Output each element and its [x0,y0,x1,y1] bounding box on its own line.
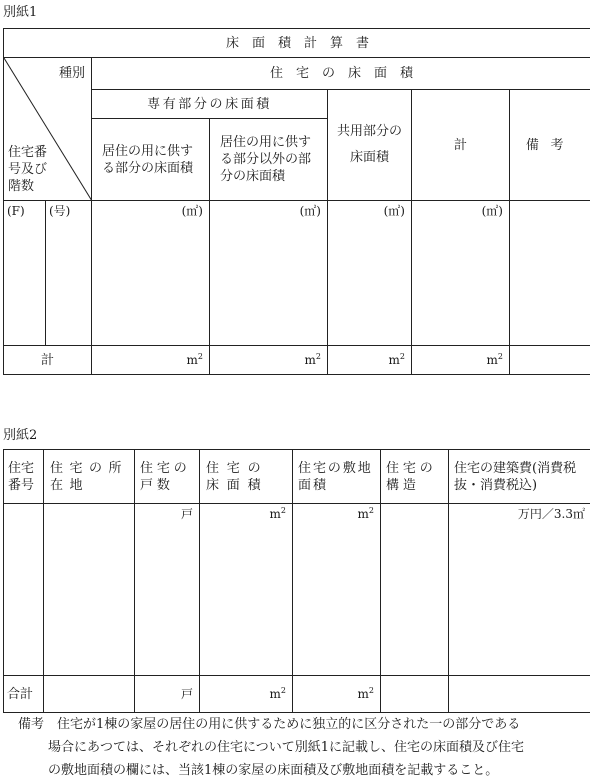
total-remarks-cell [510,346,590,375]
total-cost-cell [449,676,590,713]
total-header: 計 [412,90,510,201]
header-construction-cost: 住宅の建築費(消費税抜・消費税込) [449,450,590,504]
total-site-area-cell: $m^2$ [293,676,381,713]
non-residential-area-unit: (㎡) [210,201,328,346]
construction-cost-cell: 万円／3.3㎡ [449,504,590,676]
sheet1-label: 別紙1 [3,5,37,20]
units-cell: 戸 [135,504,200,676]
structure-cell [381,504,449,676]
residential-area-unit: (㎡) [92,201,210,346]
note-line-2: 場合にあつては、それぞれの住宅について別紙1に記載し、住宅の床面積及び住宅 [18,736,590,759]
site-area-cell: $m^2$ [293,504,381,676]
location-cell [44,504,135,676]
total-area-unit: (㎡) [412,201,510,346]
grand-total-label: 合計 [4,676,44,713]
exclusive-area-header: 専有部分の床面積 [92,90,328,119]
header-floor-area: 住宅の床面積 [200,450,293,504]
remarks-header: 備考 [510,90,590,201]
house-floor-label: 住宅番号及び階数 [8,144,52,195]
total-common-cell: $m^2$ [328,346,412,375]
total-structure-cell [381,676,449,713]
residential-area-header: 居住の用に供する部分の床面積 [92,119,210,201]
remarks-note [18,713,590,782]
common-area-unit: (㎡) [328,201,412,346]
header-site-area: 住宅の敷地面積 [293,450,381,504]
house-number-cell [4,504,44,676]
house-floor-area-header: 住 宅 の 床 面 積 [92,58,590,90]
header-location: 住宅の所在地 [44,450,135,504]
total-units-cell: 戸 [135,676,200,713]
kind-label: 種別 [59,65,85,82]
sheet2-label: 別紙2 [3,428,37,443]
total-location-cell [44,676,135,713]
diagonal-header-cell [4,58,92,201]
header-house-number: 住宅番号 [4,450,44,504]
floor-area-calculation-table [3,28,590,375]
total-row-label: 計 [4,346,92,375]
housing-summary-table [3,449,590,713]
floor-unit: (F) [4,201,46,346]
number-unit: (号) [46,201,92,346]
total-non-residential-cell: $m^2$ [210,346,328,375]
note-line-1: 備考 住宅が1棟の家屋の居住の用に供するために独立的に区分された一の部分である [18,713,590,736]
header-structure: 住宅の構造 [381,450,449,504]
remarks-cell [510,201,590,346]
floor-area-cell: $m^2$ [200,504,293,676]
common-area-header: 共用部分の床面積 [328,90,412,201]
note-line-3: の敷地面積の欄には、当該1棟の家屋の床面積及び敷地面積を記載すること。 [18,759,590,782]
total-residential-cell: $m^2$ [92,346,210,375]
total-sum-cell: $m^2$ [412,346,510,375]
header-units: 住宅の戸数 [135,450,200,504]
total-floor-area-cell: $m^2$ [200,676,293,713]
non-residential-area-header: 居住の用に供する部分以外の部分の床面積 [210,119,328,201]
table-title: 床 面 積 計 算 書 [4,29,590,58]
